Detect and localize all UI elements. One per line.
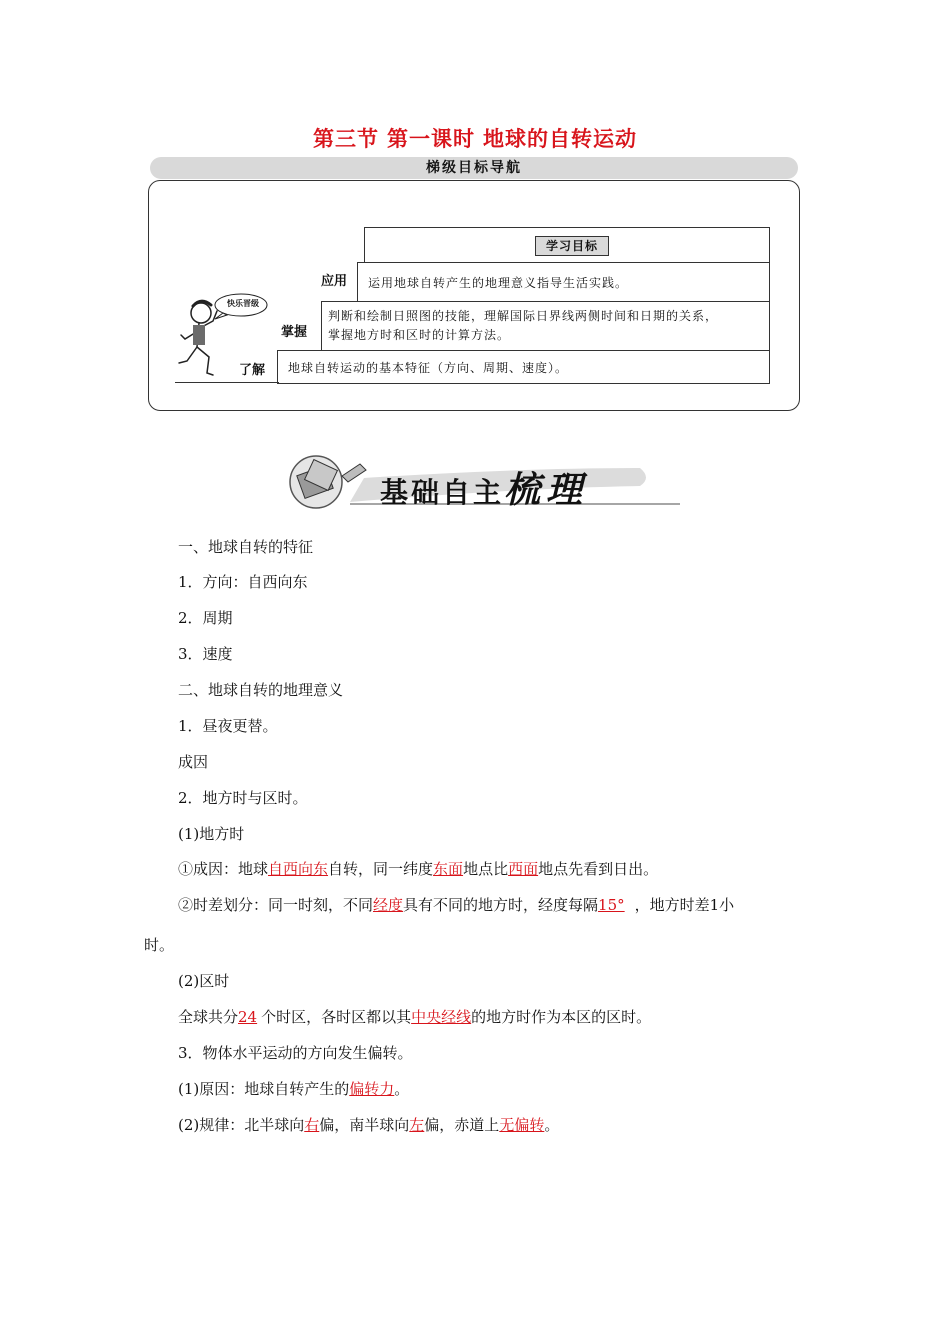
speech-bubble-badge: 快乐晋级 — [227, 299, 259, 308]
banner-text-1: 基础自主 — [380, 476, 505, 509]
goal-master-text-2: 掌握地方时和区时的计算方法。 — [328, 328, 511, 342]
line-time-diff — [178, 894, 734, 915]
goal-master-cell — [321, 301, 770, 351]
answer-blank: 24 — [238, 1008, 258, 1026]
goal-master-text-1: 判断和绘制日照图的技能，理解国际日界线两侧时间和日期的关系， — [328, 309, 719, 323]
section-banner-title — [380, 462, 588, 513]
answer-blank: 中央经线 — [411, 1008, 472, 1026]
item-day-night: 1．昼夜更替。 — [178, 717, 278, 735]
text: 的地方时作为本区的区时。 — [471, 1008, 652, 1026]
text: 全球共分 — [178, 1008, 239, 1026]
goal-apply-text: 运用地球自转产生的地理意义指导生活实践。 — [368, 276, 629, 290]
answer-blank: 西面 — [508, 860, 539, 878]
level-apply-label: 应用 — [321, 274, 348, 289]
text: (2)规律：北半球向 — [178, 1116, 305, 1134]
heading-2: 二、地球自转的地理意义 — [178, 681, 344, 699]
goal-header-cell — [364, 227, 770, 263]
text: 。 — [394, 1080, 410, 1098]
goal-apply-cell — [357, 262, 770, 302]
goal-header: 学习目标 — [535, 236, 609, 256]
item-cause: 成因 — [178, 753, 209, 771]
text: 偏，赤道上 — [424, 1116, 500, 1134]
goal-know-text: 地球自转运动的基本特征（方向、周期、速度）。 — [288, 361, 569, 375]
text: 地点先看到日出。 — [538, 860, 659, 878]
answer-blank: 左 — [409, 1116, 425, 1134]
text: 地点比 — [463, 860, 509, 878]
line-time-zones — [178, 1006, 651, 1027]
answer-blank: 右 — [304, 1116, 320, 1134]
line-time-diff-cont: 时。 — [144, 936, 175, 954]
text: ，地方时差1小 — [634, 896, 735, 914]
title-section: 第三节 — [313, 126, 379, 151]
section-bar: 梯级目标导航 — [150, 157, 798, 179]
level-master-label: 掌握 — [281, 325, 308, 340]
goal-know-cell — [277, 350, 770, 384]
answer-blank: 东面 — [433, 860, 464, 878]
sub-local-time: (1)地方时 — [178, 825, 245, 843]
answer-blank: 15° — [598, 896, 625, 914]
text: (1)原因：地球自转产生的 — [178, 1080, 350, 1098]
item-local-time: 2．地方时与区时。 — [178, 789, 308, 807]
goal-box — [148, 180, 800, 411]
item-period: 2．周期 — [178, 609, 233, 627]
item-deflection: 3．物体水平运动的方向发生偏转。 — [178, 1044, 413, 1062]
title-lesson: 第一课时 — [387, 126, 475, 151]
text: 。 — [544, 1116, 560, 1134]
item-direction: 1．方向：自西向东 — [178, 573, 308, 591]
answer-blank: 无偏转 — [499, 1116, 545, 1134]
line-deflection-rule — [178, 1114, 559, 1135]
text: ①成因：地球 — [178, 860, 269, 878]
text: 自转，同一纬度 — [328, 860, 434, 878]
text: 个时区，各时区都以其 — [261, 1008, 412, 1026]
item-speed: 3．速度 — [178, 645, 233, 663]
banner-text-2: 梳理 — [504, 470, 589, 511]
heading-1: 一、地球自转的特征 — [178, 538, 314, 556]
running-boy-illustration — [171, 291, 281, 383]
text: 偏，南半球向 — [319, 1116, 410, 1134]
text: 具有不同的地方时，经度每隔 — [403, 896, 599, 914]
title-topic: 地球的自转运动 — [483, 126, 637, 151]
line-deflection-cause — [178, 1078, 409, 1099]
level-know-label: 了解 — [239, 363, 266, 378]
answer-blank: 偏转力 — [349, 1080, 395, 1098]
sub-zone-time: (2)区时 — [178, 972, 230, 990]
line-local-cause — [178, 858, 658, 879]
text: ②时差划分：同一时刻，不同 — [178, 896, 374, 914]
answer-blank: 自西向东 — [268, 860, 329, 878]
answer-blank: 经度 — [373, 896, 404, 914]
page-title — [0, 123, 950, 153]
